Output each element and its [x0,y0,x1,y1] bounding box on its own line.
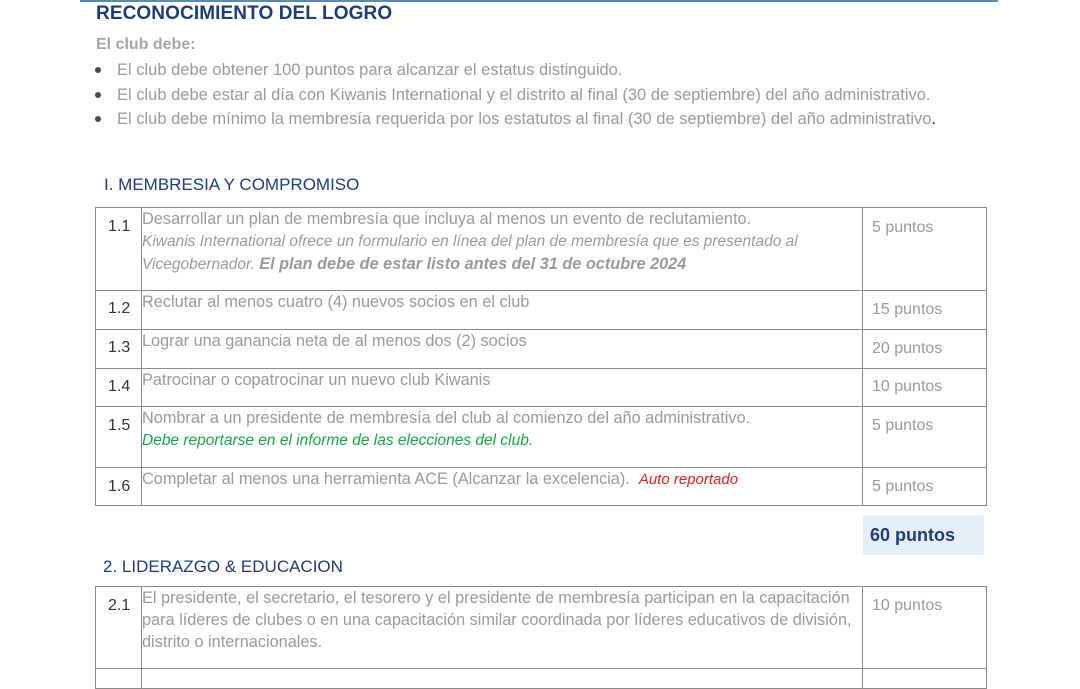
row-points: 5 puntos [863,468,987,506]
table-row [96,291,987,330]
row-points: 15 puntos [863,291,987,330]
section-2-table [95,586,987,689]
row-description: Lograr una ganancia neta de al menos dos (2) socios [142,330,863,369]
section-1-table [95,207,987,506]
row-number: 1.6 [96,468,142,506]
table-row [96,468,987,506]
row-number: 1.3 [96,330,142,369]
table-row [96,669,987,689]
row-description: Completar al menos una herramienta ACE (Alcanzar la excelencia). Auto reportado [142,468,863,506]
row-description: Reclutar al menos cuatro (4) nuevos socios en el club [142,291,863,330]
row-number: 2.1 [96,587,142,669]
row-number: 1.2 [96,291,142,330]
row-points: 10 puntos [863,369,987,407]
bullet-icon [95,92,101,98]
bullet-icon [95,116,101,122]
row-points: 20 puntos [863,330,987,369]
row-points [863,669,987,689]
row-number: 1.1 [96,208,142,291]
row-number [96,669,142,689]
table-row [96,330,987,369]
table-row [96,208,987,291]
section-1-title: I. MEMBRESIA Y COMPROMISO [104,175,360,194]
page-heading: RECONOCIMIENTO DEL LOGRO [96,3,393,24]
list-item: El club debe estar al día con Kiwanis International y el distrito al final (30 de septiembre) del año administrativo. [93,83,936,108]
row-points: 5 puntos [863,208,987,291]
section-2-title: 2. LIDERAZGO & EDUCACION [103,557,343,576]
row-description: Patrocinar o copatrocinar un nuevo club Kiwanis [142,369,863,407]
requirements-list [93,58,936,132]
row-number: 1.5 [96,407,142,468]
row-number: 1.4 [96,369,142,407]
top-rule [80,0,998,2]
row-points: 5 puntos [863,407,987,468]
row-description: El presidente, el secretario, el tesorero y el presidente de membresía participan en la capacitación para líderes de clubes o en una capacitación similar coordinada por líderes educativos de división, distrito o internacionales. [142,587,863,669]
list-item: El club debe mínimo la membresía requerida por los estatutos al final (30 de septiembre) del año administrativo. [93,107,936,132]
row-points: 10 puntos [863,587,987,669]
table-row [96,369,987,407]
bullet-icon [95,67,101,73]
table-row [96,587,987,669]
row-description [142,669,863,689]
list-item: El club debe obtener 100 puntos para alcanzar el estatus distinguido. [93,58,936,83]
table-row [96,407,987,468]
row-description: Nombrar a un presidente de membresía del club al comienzo del año administrativo. Debe reportarse en el informe de las elecciones del club. [142,407,863,468]
section-1-total: 60 puntos [863,515,984,555]
row-description: Desarrollar un plan de membresía que incluya al menos un evento de reclutamiento. Kiwanis International ofrece un formulario en línea del plan de membresía que es presentado al Vicegobernador. El plan debe de estar listo antes del 31 de octubre 2024 [142,208,863,291]
intro-label: El club debe: [96,36,196,53]
